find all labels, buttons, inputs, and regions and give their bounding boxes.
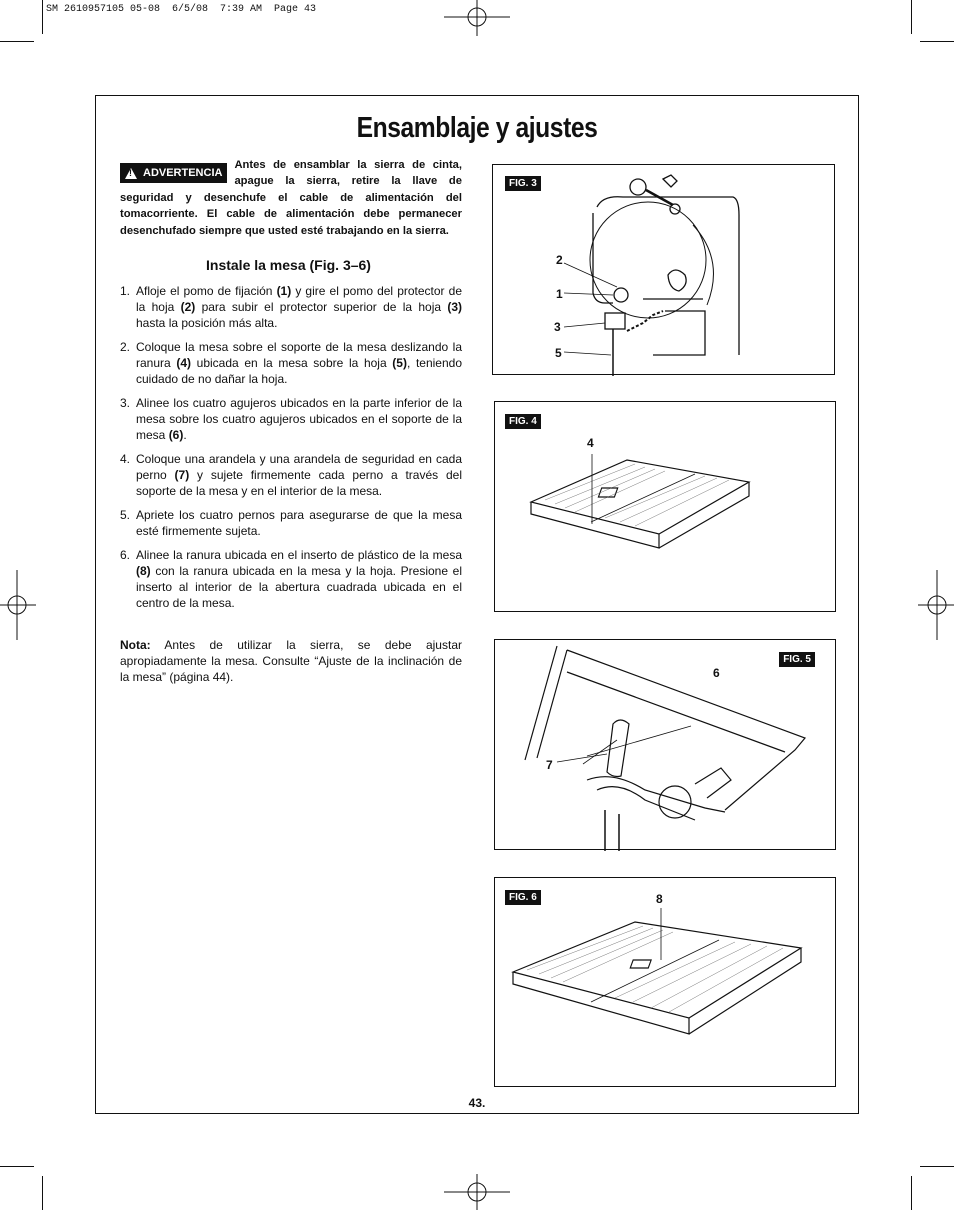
callout-5: 5	[555, 346, 562, 360]
part-reference: (1)	[276, 284, 292, 299]
part-reference: (6)	[168, 428, 184, 443]
list-item	[120, 451, 462, 499]
part-reference: (8)	[136, 564, 151, 579]
step-text: , teniendo cuidado de no dañar la hoja.	[136, 356, 462, 387]
list-item	[120, 339, 462, 387]
step-text: y sujete firmemente cada perno a través del soporte de la mesa y en el interior de la mesa.	[136, 468, 462, 499]
part-reference: (2)	[180, 300, 196, 315]
steps-list	[120, 283, 462, 611]
note	[120, 637, 462, 685]
list-item	[120, 507, 462, 539]
part-reference: (3)	[447, 300, 462, 315]
step-number: 3.	[120, 396, 131, 411]
step-text: y gire el pomo del protector de la hoja	[136, 284, 462, 315]
callout-4: 4	[587, 436, 594, 450]
callout-1: 1	[556, 287, 563, 301]
note-label: Nota:	[120, 638, 151, 653]
figure-6	[494, 877, 836, 1087]
list-item	[120, 547, 462, 611]
step-text: Apriete los cuatro pernos para asegurarse de que la mesa esté firmemente sujeta.	[136, 508, 462, 539]
warning-block	[120, 157, 462, 239]
note-text: Antes de utilizar la sierra, se debe ajustar apropiadamente la mesa. Consulte “Ajuste de la inclinación de la mesa” (página 44).	[120, 638, 462, 685]
callout-6: 6	[713, 666, 720, 680]
figure-3	[492, 164, 835, 375]
step-text: Coloque la mesa sobre el soporte de la mesa deslizando la ranura	[136, 340, 462, 371]
figure-label: FIG. 3	[505, 176, 541, 191]
step-text: Alinee la ranura ubicada en el inserto de plástico de la mesa	[136, 548, 462, 563]
callout-2: 2	[556, 253, 563, 267]
list-item	[120, 283, 462, 331]
callout-7: 7	[546, 758, 553, 772]
part-reference: (7)	[174, 468, 190, 483]
step-text: hasta la posición más alta.	[136, 316, 278, 331]
step-text: Alinee los cuatro agujeros ubicados en la parte inferior de la mesa sobre los cuatro agujeros ubicados en el soporte de la mesa	[136, 396, 462, 443]
step-text: con la ranura ubicada en la mesa y la hoja. Presione el inserto al interior de la abertura cuadrada ubicada en el centro de la mesa.	[136, 564, 462, 611]
figure-4	[494, 401, 836, 612]
warning-icon	[125, 168, 137, 179]
warning-text: Antes de ensamblar la sierra de cinta, apague la sierra, retire la llave de seguridad y desenchufe el cable de alimentación del tomacorriente. El cable de alimentación debe permanecer desenchufado siempre que usted esté trabajando en la sierra.	[120, 159, 462, 237]
step-number: 6.	[120, 548, 131, 563]
figure-label: FIG. 5	[779, 652, 815, 667]
table-on-saw-illustration	[495, 402, 837, 613]
figure-5	[494, 639, 836, 850]
step-number: 1.	[120, 284, 131, 299]
text-column	[120, 157, 462, 685]
step-text: Afloje el pomo de fijación	[136, 284, 277, 299]
page-title: Ensamblaje y ajustes	[356, 112, 598, 144]
step-text: ubicada en la mesa sobre la hoja	[191, 356, 393, 371]
page-number: 43.	[468, 1096, 486, 1110]
figure-label: FIG. 6	[505, 890, 541, 905]
step-text: Coloque una arandela y una arandela de seguridad en cada perno	[136, 452, 462, 483]
section-heading: Instale la mesa (Fig. 3–6)	[206, 257, 371, 274]
step-text: .	[183, 428, 187, 443]
table-trunnion-illustration	[495, 640, 837, 851]
part-reference: (4)	[176, 356, 192, 371]
figure-label: FIG. 4	[505, 414, 541, 429]
step-number: 5.	[120, 508, 131, 523]
callout-8: 8	[656, 892, 663, 906]
warning-badge-label: ADVERTENCIA	[143, 167, 223, 179]
list-item	[120, 395, 462, 443]
step-number: 4.	[120, 452, 131, 467]
step-text: para subir el protector superior de la hoja	[195, 300, 448, 315]
print-slug: SM 2610957105 05-08 6/5/08 7:39 AM Page 43	[46, 4, 317, 15]
callout-3: 3	[554, 320, 561, 334]
part-reference: (5)	[392, 356, 407, 371]
warning-badge	[120, 163, 227, 183]
step-number: 2.	[120, 340, 131, 355]
table-insert-illustration	[495, 878, 837, 1088]
band-saw-head-illustration	[493, 165, 836, 376]
